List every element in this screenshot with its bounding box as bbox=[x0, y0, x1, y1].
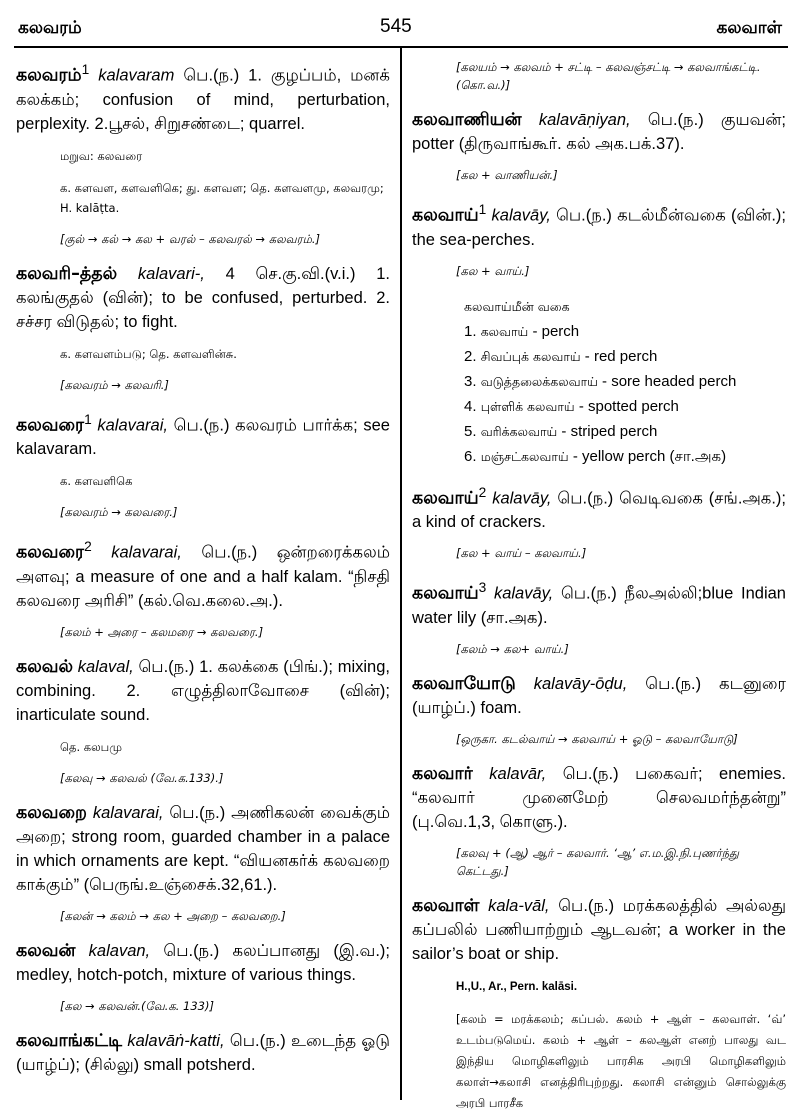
entry-kalavan bbox=[16, 939, 390, 987]
headword: கலவாய் bbox=[412, 583, 479, 604]
headword: கலவறை bbox=[16, 802, 87, 823]
definition: 4 செ.கு.வி.(v.i.) 1. கலங்குதல் (வின்); to be confused, perturbed. 2. சச்சர விடுதல்; to fight. bbox=[16, 264, 390, 331]
homonym-number: 3 bbox=[478, 580, 487, 595]
etymology-continued: [கலயம் → கலவம் + சட்டி – கலவஞ்சட்டி → கலவாங்கட்டி. (கொ.வ.)] bbox=[456, 60, 761, 92]
definition: பெ.(ந.) அணிகலன் வைக்கும் அறை; strong room, guarded chamber in a palace in which ornaments are kept. “வியனகர்க் கலவறை காக்கும்” (பெருங்.உஞ்சைக்.32,61.). bbox=[16, 803, 390, 894]
transliteration: kalavāy, bbox=[492, 489, 552, 507]
transliteration: kalavan, bbox=[88, 941, 151, 960]
variant-note: மறுவ: கலவரை bbox=[60, 148, 143, 163]
entry-kalavay-1 bbox=[412, 198, 786, 252]
entry-kalavari bbox=[16, 262, 390, 334]
etymology: [கல + வாய்.] bbox=[456, 263, 530, 278]
headword: கலவல் bbox=[16, 656, 73, 677]
cognates: க. களவளம்படு; தெ. களவளின்சு. bbox=[60, 346, 237, 361]
transliteration: kalavarai, bbox=[92, 803, 164, 822]
definition: பெ.(ந.) கலவரம் பார்க்க; see kalavaram. bbox=[16, 416, 390, 458]
etymology: [கல → கலவன்.(வே.க. 133)] bbox=[60, 998, 214, 1013]
cognates: H.,U., Ar., Pern. kalāsi. bbox=[456, 980, 578, 993]
headword: கலவாய் bbox=[412, 205, 479, 226]
header-left-guideword: கலவரம் bbox=[18, 18, 82, 38]
etymology: [கலவரம் → கலவரி.] bbox=[60, 377, 169, 392]
definition: பெ.(ந.) 1. குழப்பம், மனக் கலக்கம்; confusion of mind, perturbation, perplexity. 2.பூசல், சிறுசண்டை; quarrel. bbox=[16, 66, 390, 133]
entry-kalavay-3 bbox=[412, 576, 786, 630]
fish-type-list bbox=[464, 294, 786, 469]
headword: கலவரி–த்தல் bbox=[16, 263, 118, 284]
entry-kalaval bbox=[16, 655, 390, 727]
transliteration: kalavari-, bbox=[137, 264, 205, 283]
transliteration: kalavāy-ōḍu, bbox=[533, 674, 628, 693]
etymology: [கலன் → கலம் → கல + அறை – கலவறை.] bbox=[60, 908, 286, 923]
headword: கலவரம் bbox=[16, 65, 82, 86]
transliteration: kalavār, bbox=[489, 764, 547, 783]
entry-kalaval-worker bbox=[412, 894, 786, 966]
left-column bbox=[16, 58, 390, 1100]
page-header bbox=[0, 18, 800, 44]
headword: கலவரை bbox=[16, 415, 85, 435]
definition: பெ.(ந.) குயவன்; potter (திருவாங்கூர். கல் அக.பக்.37). bbox=[412, 111, 787, 153]
etymology: [கலம் → கல+ வாய்.] bbox=[456, 641, 569, 656]
homonym-number: 1 bbox=[478, 202, 487, 217]
list-item: 5. வரிக்கலவாய் - striped perch bbox=[464, 422, 658, 440]
definition: பெ.(ந.) நீலஅல்லி;blue Indian water lily (சா.அக). bbox=[412, 584, 786, 627]
list-item: 4. புள்ளிக் கலவாய் - spotted perch bbox=[464, 397, 679, 415]
definition: பெ.(ந.) கடல்மீன்வகை (வின்.); the sea-perches. bbox=[412, 206, 786, 249]
page-number: 545 bbox=[380, 16, 412, 37]
etymology: [கலவு + (ஆ) ஆர் – கலவார். ‘ஆ’ எ.ம.இ.நி.புணர்ந்து கெட்டது.] bbox=[456, 845, 739, 878]
cognates: தெ. கலபமு bbox=[60, 739, 122, 754]
etymology: [ஒருகா. கடல்வாய் → கலவாய் + ஓடு – கலவாயோடு] bbox=[456, 731, 738, 746]
transliteration: kalavarai, bbox=[111, 543, 182, 562]
transliteration: kalavāṇiyan, bbox=[538, 111, 631, 129]
entry-kalavarai-room bbox=[16, 801, 390, 897]
homonym-number: 1 bbox=[84, 411, 92, 427]
headword: கலவன் bbox=[16, 940, 76, 961]
definition: பெ.(ந.) மரக்கலத்தில் அல்லது கப்பலில் பணியாற்றும் ஆடவன்; a worker in the sailor’s boat or ship. bbox=[412, 896, 786, 963]
homonym-number: 2 bbox=[84, 539, 92, 554]
headword: கலவாணியன் bbox=[412, 110, 522, 130]
list-item: 6. மஞ்சட்கலவாய் - yellow perch (சா.அக) bbox=[464, 447, 727, 465]
definition: பெ.(ந.) கலப்பானது (இ.வ.); medley, hotch-potch, mixture of various things. bbox=[16, 941, 390, 984]
etymology: [கலவரம் → கலவரை.] bbox=[60, 505, 178, 519]
entry-kalavarai-2 bbox=[16, 535, 390, 613]
list-item: 2. சிவப்புக் கலவாய் - red perch bbox=[464, 347, 658, 365]
header-right-guideword: கலவாள் bbox=[716, 18, 782, 38]
transliteration: kalavāy, bbox=[491, 206, 551, 225]
entry-kalavay-2 bbox=[412, 481, 786, 535]
definition: பெ.(ந.) பகைவர்; enemies. “கலவார் முனைமேற் செலவமர்ந்தன்று” (பு.வெ.1,3, கொளு.). bbox=[412, 764, 786, 831]
column-divider bbox=[400, 48, 402, 1100]
headword: கலவாய் bbox=[412, 488, 479, 508]
entry-kalavarai-1 bbox=[16, 408, 390, 462]
transliteration: kalaval, bbox=[77, 657, 134, 676]
etymology: [கலம் + அரை – கலமரை → கலவரை.] bbox=[60, 624, 264, 639]
definition: பெ.(ந.) வெடிவகை (சங்.அக.); a kind of crackers. bbox=[412, 489, 787, 531]
homonym-number: 2 bbox=[478, 484, 487, 500]
entry-kalavayodu bbox=[412, 672, 786, 720]
list-title: கலவாய்மீன் வகை bbox=[464, 298, 570, 314]
headword: கலவாள் bbox=[412, 895, 480, 916]
right-column bbox=[412, 58, 787, 1110]
etymology: [கலம் = மரக்கலம்; கப்பல். கலம் + ஆள் – கலவாள். ‘வ்’ உடம்படுமெய். கலம் + ஆள் – கலஆள் எனற் பாலது வட இந்திய மொழிகளிலும் பாரசிக அரபி மொழிகளிலும் கலாள்→கலாசி எனத்திரிபுற்றது. கலாசி என்னும் சொல்லுக்கு அரபி பாரசீக bbox=[456, 1011, 786, 1110]
transliteration: kalavāṅ-katti, bbox=[127, 1031, 225, 1050]
etymology: [கல + வாணியன்.] bbox=[456, 168, 558, 182]
entry-kalavankatti bbox=[16, 1029, 390, 1077]
headword: கலவரை bbox=[16, 542, 85, 563]
etymology: [குல் → கல் → கல + வரல் – கலவரல் → கலவரம்.] bbox=[60, 231, 320, 246]
transliteration: kalavāy, bbox=[493, 584, 554, 603]
homonym-number: 1 bbox=[81, 62, 90, 77]
entry-kalavar bbox=[412, 762, 786, 834]
cognates: க. களவள, களவளிகெ; து. களவள; தெ. களவளமு, கலவரமு; H. kalāṭta. bbox=[60, 180, 384, 215]
transliteration: kala-vāl, bbox=[488, 896, 550, 915]
definition: பெ.(ந.) ஒன்றரைக்கலம் அளவு; a measure of one and a half kalam. “நிசதி கலவரை அரிசி” (கல்.வெ.கலை.அ.). bbox=[16, 543, 390, 610]
definition: பெ.(ந.) கடனுரை (யாழ்ப்.) foam. bbox=[412, 674, 787, 717]
list-item: 3. வடுத்தலைக்கலவாய் - sore headed perch bbox=[464, 372, 737, 390]
entry-kalavaniyan bbox=[412, 108, 786, 156]
etymology: [கலவு → கலவல் (வே.க.133).] bbox=[60, 770, 224, 785]
transliteration: kalavaram bbox=[98, 66, 175, 85]
headword: கலவாங்கட்டி bbox=[16, 1030, 122, 1051]
definition: பெ.(ந.) 1. கலக்கை (பிங்.); mixing, combining. 2. எழுத்திலாவோசை (வின்); inarticulate sound. bbox=[16, 657, 390, 724]
headword: கலவாயோடு bbox=[412, 673, 516, 694]
definition: பெ.(ந.) உடைந்த ஓடு (யாழ்ப்); (சில்லு) small potsherd. bbox=[16, 1031, 390, 1074]
entry-kalavaram bbox=[16, 58, 390, 136]
cognates: க. களவளிகெ bbox=[60, 474, 133, 488]
headword: கலவார் bbox=[412, 763, 473, 784]
etymology: [கல + வாய் – கலவாய்.] bbox=[456, 546, 587, 560]
list-item: 1. கலவாய் - perch bbox=[464, 322, 580, 340]
transliteration: kalavarai, bbox=[97, 416, 168, 434]
